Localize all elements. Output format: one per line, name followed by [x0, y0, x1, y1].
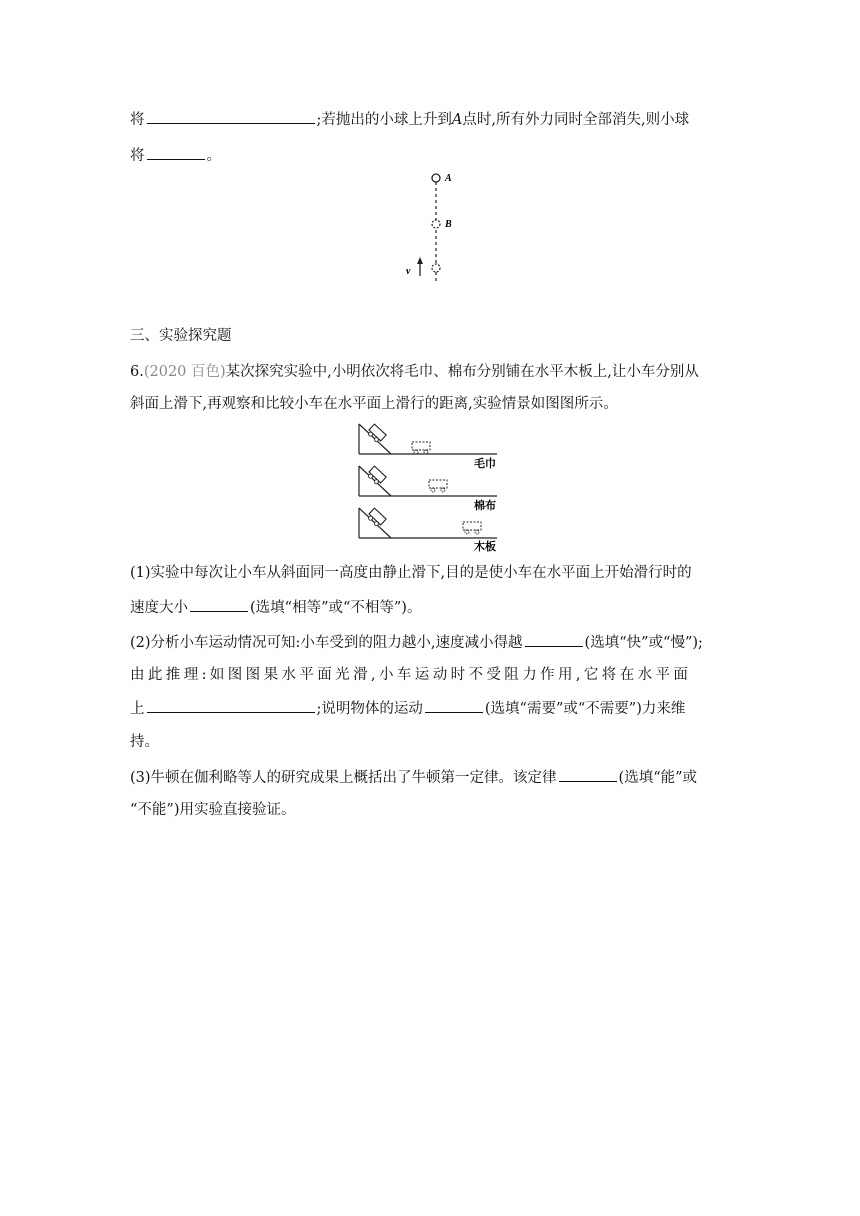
q5-line-1 [130, 108, 740, 131]
q5-text: 点时,所有外力同时全部消失,则小球 [462, 112, 690, 128]
surface-label-cotton: 棉布 [474, 499, 496, 512]
q6-text: (选填“需要”或“不需要”)力来维 [484, 701, 686, 717]
ramp-cotton [359, 466, 497, 512]
point-a-label: A [451, 112, 463, 128]
car-stopped [412, 442, 430, 454]
q6-text: 速度大小 [130, 600, 188, 616]
q5-text: 将 [130, 112, 145, 128]
q5-text: ;若抛出的小球上升到 [316, 112, 452, 128]
answer-blank[interactable] [525, 631, 583, 647]
ball-at-b [432, 220, 440, 228]
ramp-towel [359, 424, 497, 470]
q6-part2-line-3 [130, 697, 740, 720]
question-source: (2020 百色) [143, 364, 226, 380]
q6-text: (选填“能”或 [618, 770, 698, 786]
q6-part2-line-2 [130, 664, 740, 686]
answer-blank[interactable] [425, 697, 483, 713]
ball-trajectory-figure [396, 168, 476, 286]
q6-part3-line-1 [130, 766, 740, 789]
q6-part1-line-2 [130, 596, 740, 619]
q6-part2-line-1 [130, 631, 740, 654]
car-on-ramp [366, 466, 386, 486]
q6-stem: 某次探究实验中,小明依次将毛巾、棉布分别铺在水平木板上,让小车分别从 [225, 364, 699, 380]
answer-blank[interactable] [190, 596, 248, 612]
ramp-wood [359, 508, 497, 552]
ball-launch [432, 264, 440, 272]
q5-line-2 [130, 144, 740, 167]
surface-label-towel: 毛巾 [474, 457, 496, 470]
velocity-arrowhead [417, 257, 423, 264]
car-stopped [429, 480, 447, 492]
answer-blank[interactable] [147, 144, 205, 160]
ball-at-a [432, 174, 440, 182]
q6-text: (2)分析小车运动情况可知:小车受到的阻力越小,速度减小得越 [130, 635, 523, 651]
car-on-ramp [366, 424, 386, 444]
q6-text: 由此推理:如图图果水平面光滑,小车运动时不受阻力作用,它将在水平面 [130, 667, 692, 683]
q6-text: 上 [130, 701, 145, 717]
q6-part3-line-2: “不能”)用实验直接验证。 [130, 802, 296, 818]
q6-part2-line-4: 持。 [130, 734, 159, 750]
q5-text: 将 [130, 148, 145, 164]
label-v: v [406, 266, 411, 277]
q6-text: (3)牛顿在伽利略等人的研究成果上概括出了牛顿第一定律。该定律 [130, 770, 557, 786]
label-a: A [445, 173, 452, 184]
label-b: B [445, 219, 452, 230]
incline-experiment-figure [355, 420, 510, 552]
q6-part1-line-1: (1)实验中每次让小车从斜面同一高度由静止滑下,目的是使小车在水平面上开始滑行时的 [130, 565, 692, 581]
q6-stem-line-1 [130, 361, 740, 383]
question-number: 6. [130, 364, 144, 380]
q5-text: 。 [206, 148, 221, 164]
q6-text: (选填“相等”或“不相等”)。 [250, 600, 422, 616]
car-stopped [463, 522, 481, 534]
car-on-ramp [366, 508, 386, 528]
q6-text: ;说明物体的运动 [316, 701, 423, 717]
q6-text: (选填“快”或“慢”); [584, 635, 703, 651]
answer-blank[interactable] [147, 108, 315, 124]
answer-blank[interactable] [147, 697, 315, 713]
surface-label-wood: 木板 [474, 540, 496, 552]
section-title: 三、实验探究题 [130, 328, 232, 344]
q6-stem-line-2: 斜面上滑下,再观察和比较小车在水平面上滑行的距离,实验情景如图图所示。 [130, 396, 618, 412]
answer-blank[interactable] [559, 766, 617, 782]
